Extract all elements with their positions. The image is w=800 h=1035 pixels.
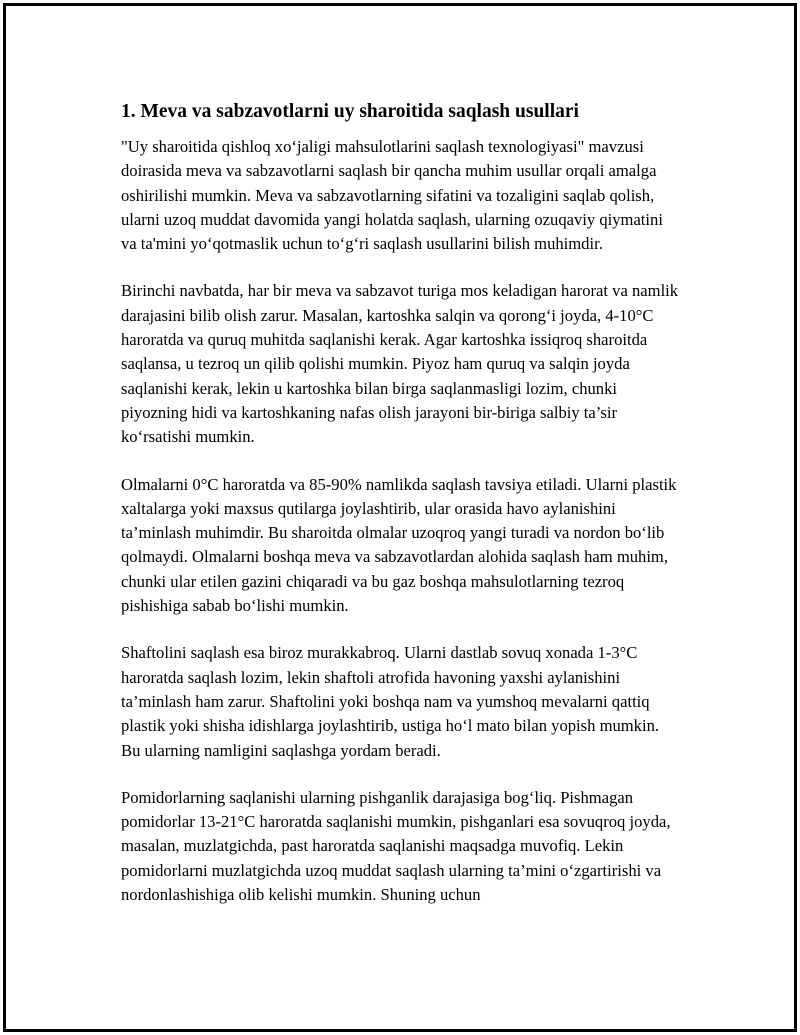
section-heading: 1. Meva va sabzavotlarni uy sharoitida saqlash usullari [121, 101, 579, 122]
paragraph-temperature-humidity: Birinchi navbatda, har bir meva va sabzavot turiga mos keladigan harorat va namlik darajasini bilib olish zarur. Masalan, kartoshka salqin va qorong‘i joyda, 4-10°C haroratda va quruq muhitda saqlanishi kerak. Agar kartoshka issiqroq sharoitda saqlansa, u tezroq un qilib qolishi mumkin. Piyoz ham quruq va salqin joyda saqlanishi kerak, lekin u kartoshka bilan birga saqlanmasligi lozim, chunki piyozning hidi va kartoshkaning nafas olish jarayoni bir-biriga salbiy ta’sir ko‘rsatishi mumkin. [121, 281, 679, 447]
document-body [121, 99, 681, 930]
paragraph-intro: "Uy sharoitida qishloq xo‘jaligi mahsulotlarini saqlash texnologiyasi" mavzusi doirasida meva va sabzavotlarni saqlash bir qancha muhim usullar orqali amalga oshirilishi mumkin. Meva va sabzavotlarning sifatini va tozaligini saqlab qolish, ularni uzoq muddat davomida yangi holatda saqlash, ularning ozuqaviy qiymatini va ta'mini yo‘qotmaslik uchun to‘g‘ri saqlash usullarini bilish muhimdir. [121, 137, 663, 254]
page-frame [3, 3, 797, 1032]
paragraph-apples: Olmalarni 0°C haroratda va 85-90% namlikda saqlash tavsiya etiladi. Ularni plastik xaltalarga yoki maxsus qutilarga joylashtirib, ular orasida havo aylanishini ta’minlash muhimdir. Bu sharoitda olmalar uzoqroq yangi turadi va nordon bo‘lib qolmaydi. Olmalarni boshqa meva va sabzavotlardan alohida saqlash ham muhim, chunki ular etilen gazini chiqaradi va bu gaz boshqa mahsulotlarning tezroq pishishiga sabab bo‘lishi mumkin. [121, 474, 677, 616]
paragraph-tomatoes: Pomidorlarning saqlanishi ularning pishganlik darajasiga bog‘liq. Pishmagan pomidorlar 13-21°C haroratda saqlanishi mumkin, pishganlari esa sovuqroq joyda, masalan, muzlatgichda, past haroratda saqlanishi maqsadga muvofiq. Lekin pomidorlarni muzlatgichda uzoq muddat saqlash ularning ta’mini o‘zgartirishi va nordonlashishiga olib kelishi mumkin. Shuning uchun [121, 787, 671, 905]
paragraph-peaches: Shaftolini saqlash esa biroz murakkabroq. Ularni dastlab sovuq xonada 1-3°C haroratda saqlash lozim, lekin shaftoli atrofida havoning yaxshi aylanishini ta’minlash ham zarur. Shaftolini yoki boshqa nam va yumshoq mevalarni qattiq plastik yoki shisha idishlarga joylashtirib, ustiga ho‘l mato bilan yopish mumkin. Bu ularning namligini saqlashga yordam beradi. [121, 643, 660, 760]
